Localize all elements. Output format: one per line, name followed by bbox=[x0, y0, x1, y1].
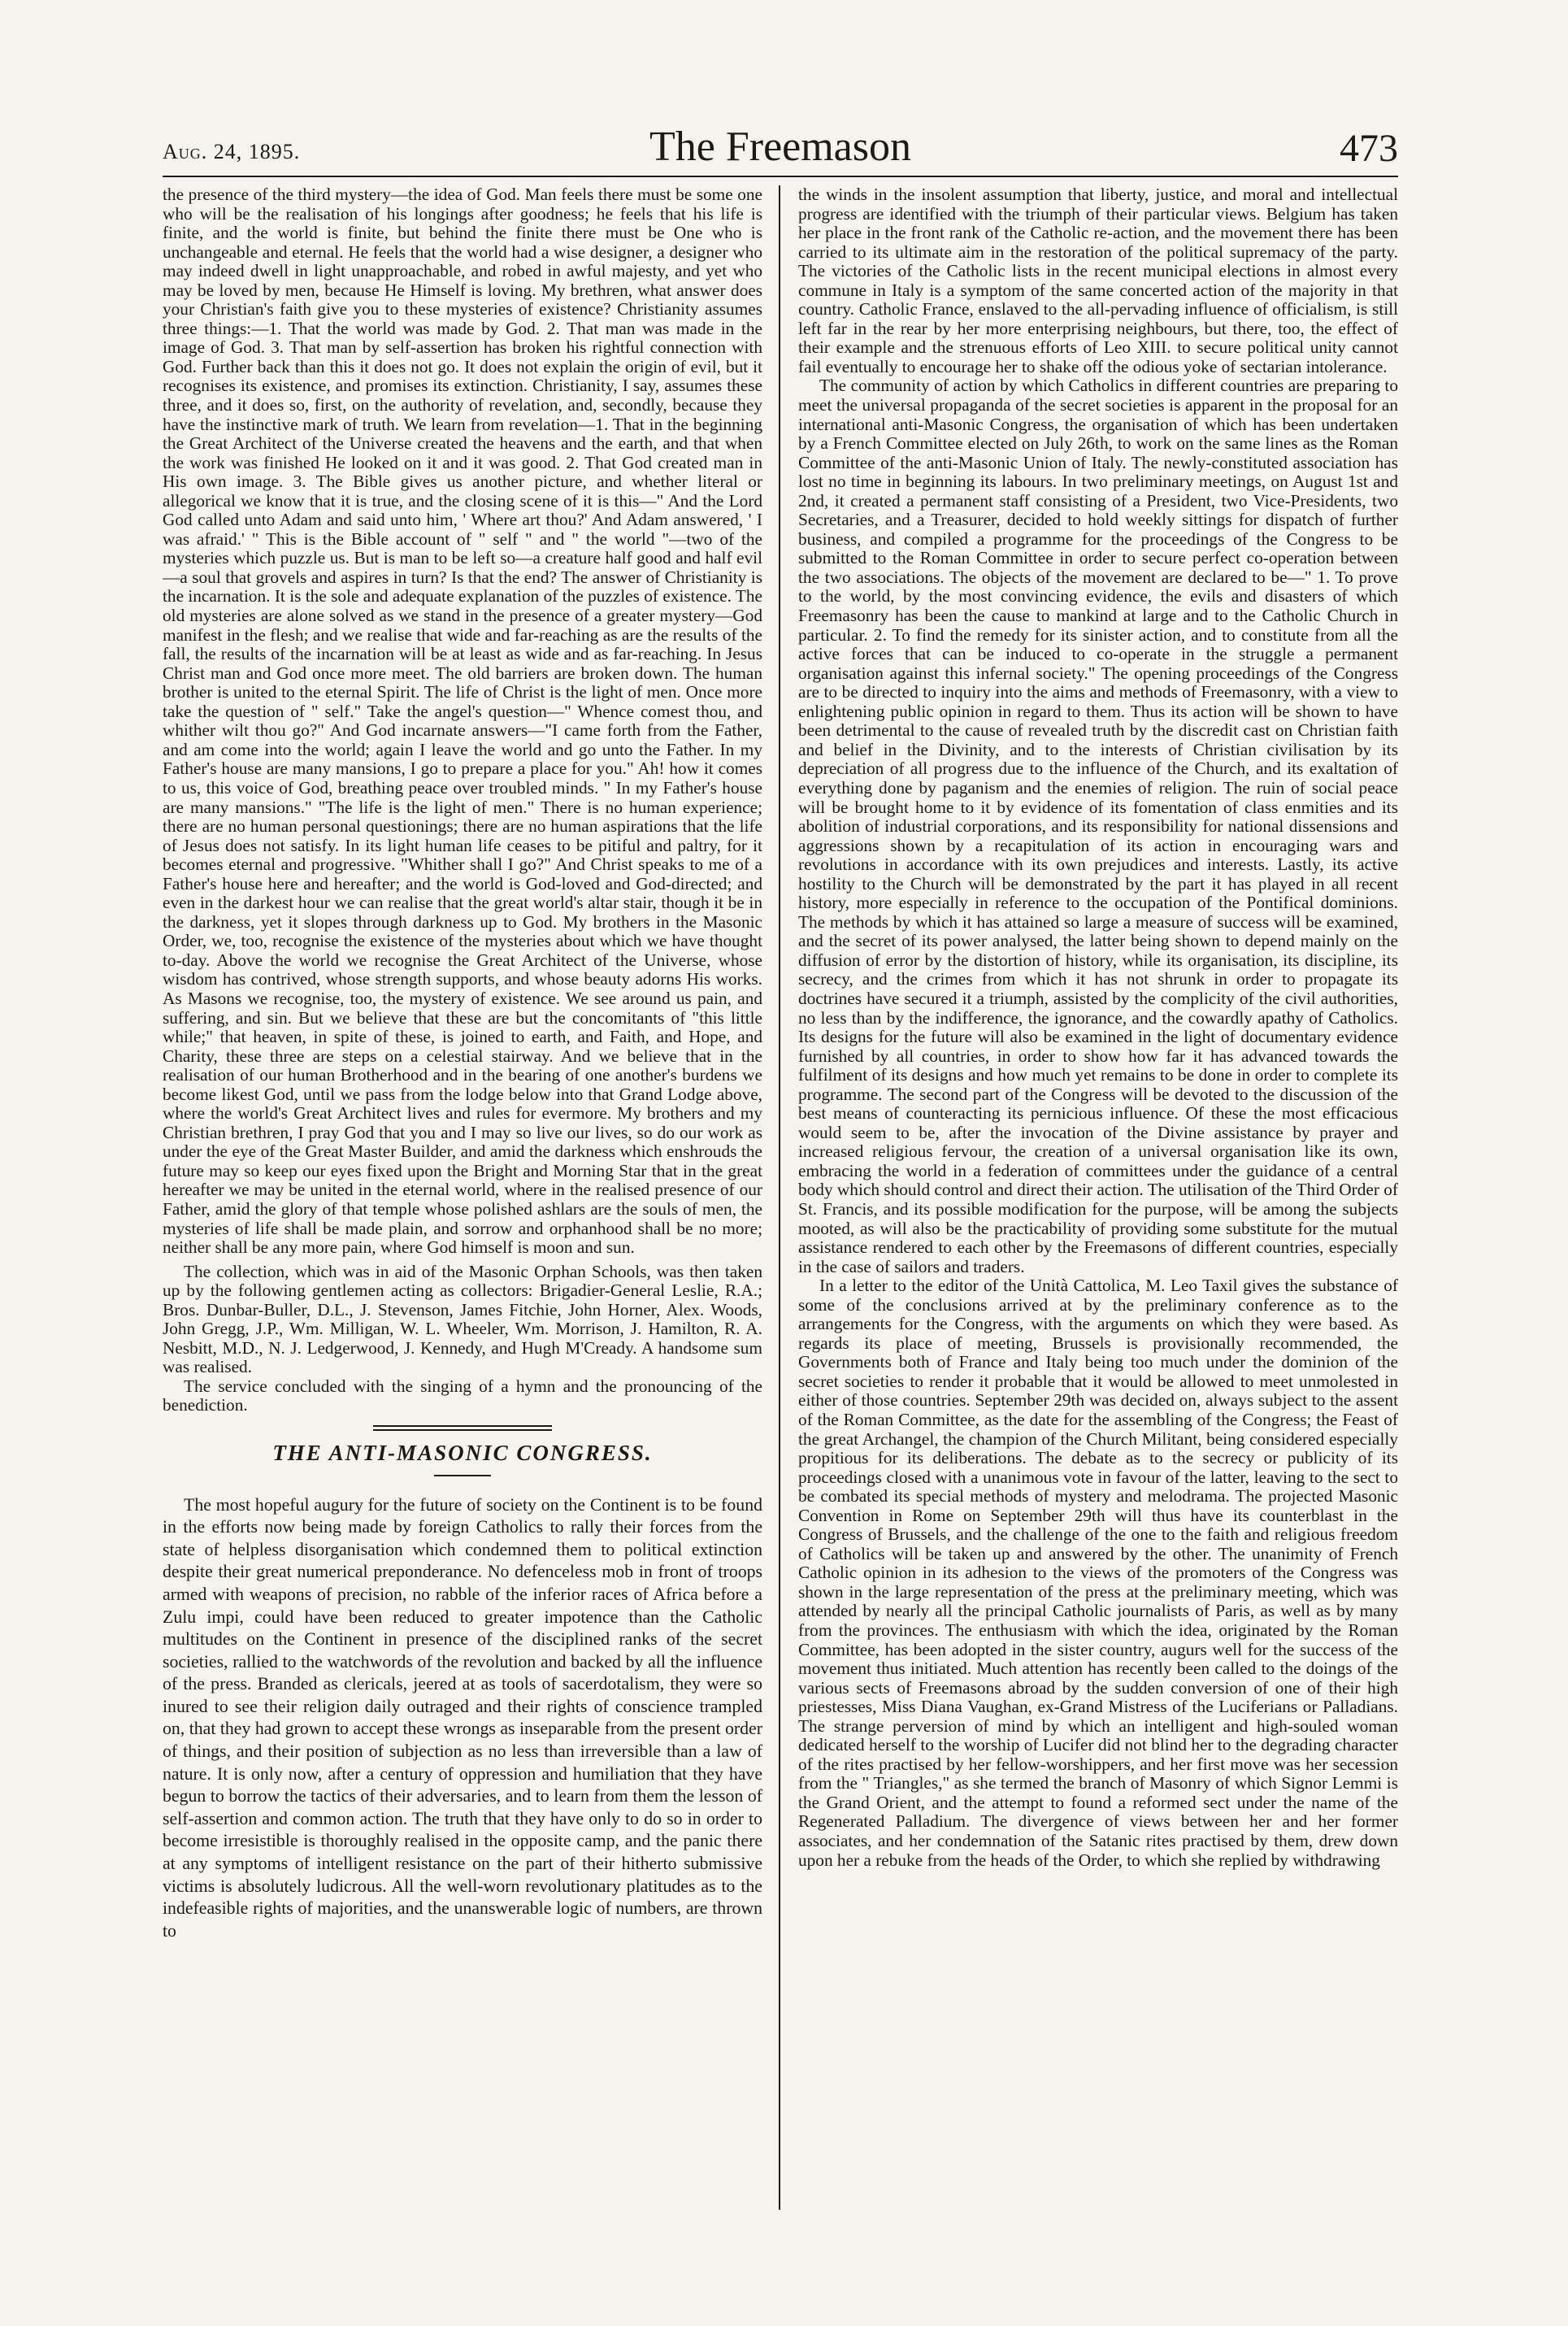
section-divider bbox=[373, 1425, 552, 1431]
heading-rule bbox=[434, 1475, 491, 1476]
article-paragraph: the winds in the insolent assumption that liberty, justice, and moral and intellectual progress are identified with the triumph of their particular views. Belgium has taken her place in the front rank of the Catholic re-action, and the movement there has been carried to its ultimate aim in the restoration of the political supremacy of the party. The victories of the Catholic lists in the recent municipal elections in almost every commune in Italy is a symptom of the same concerted action of the majority in that country. Catholic France, enslaved to the all-pervading influence of officialism, is still left far in the rear by her more enterprising neighbours, but there, too, the effect of their example and the strenuous efforts of Leo XIII. to secure political unity cannot fail eventually to encourage her to shake off the odious yoke of sectarian intolerance. bbox=[798, 185, 1398, 376]
column-divider bbox=[779, 185, 780, 2210]
masthead-rule bbox=[163, 176, 1398, 177]
article-heading: THE ANTI-MASONIC CONGRESS. bbox=[272, 1441, 653, 1465]
article-paragraph: In a letter to the editor of the Unità Cattolica, M. Leo Taxil gives the substance of some of the conclusions arrived at by the preliminary conference as to the arrangements for the Congress, with the arguments on which they were based. As regards its place of meeting, Brussels is provisionally recommended, the Governments both of France and Italy being too much under the dominion of the secret societies to render it probable that it would be allowed to meet unmolested in either of those countries. September 29th was decided on, always subject to the assent of the Roman Committee, as the date for the assembling of the Congress; the Feast of the great Archangel, the champion of the Church Militant, being considered especially propitious for its deliberations. The debate as to the secrecy or publicity of its proceedings closed with a unanimous vote in favour of the latter, leaving to the sect to be combated its special methods of mystery and melodrama. The projected Masonic Convention in Rome on September 29th will thus have its counterblast in the Congress of Brussels, and the challenge of the one to the faith and religious freedom of Catholics will be taken up and answered by the other. The unanimity of French Catholic opinion in its adhesion to the views of the promoters of the Congress was shown in the large representation of the press at the preliminary meeting, which was attended by nearly all the principal Catholic journalists of Paris, as well as by many from the provinces. The enthusiasm with which the idea, originated by the Roman Committee, has been adopted in the sister country, augurs well for the success of the movement thus initiated. Much attention has recently been called to the doings of the various sects of Freemasons abroad by the sudden conversion of one of their high priestesses, Miss Diana Vaughan, ex-Grand Mistress of the Luciferians or Palladians. The strange perversion of mind by which an intelligent and high-souled woman dedicated herself to the worship of Lucifer did not blind her to the degrading character of the rites practised by her fellow-worshippers, and her first move was her secession from the " Triangles," as she termed the branch of Masonry of which Signor Lemmi is the Grand Orient, and the attempt to found a reformed sect under the name of the Regenerated Palladium. The divergence of views between her and her former associates, and her condemnation of the Satanic rites practised by them, drew down upon her a rebuke from the heads of the Order, to which she replied by withdrawing bbox=[798, 1276, 1398, 1870]
right-column bbox=[798, 185, 1398, 2210]
newspaper-title: The Freemason bbox=[649, 124, 911, 170]
article-paragraph: The community of action by which Catholics in different countries are preparing to meet the universal propaganda of the secret societies is apparent in the proposal for an international anti-Masonic Congress, the organisation of which has been undertaken by a French Committee elected on July 26th, to work on the same lines as the Roman Committee of the anti-Masonic Union of Italy. The newly-constituted association has lost no time in beginning its labours. In two preliminary meetings, on August 1st and 2nd, it created a permanent staff consisting of a President, two Vice-Presidents, two Secretaries, and a Treasurer, decided to hold weekly sittings for dispatch of further business, and compiled a programme for the proceedings of the Congress to be submitted to the Roman Committee in order to secure perfect co-operation between the two associations. The objects of the movement are declared to be—" 1. To prove to the world, by the most convincing evidence, the evils and disasters of which Freemasonry has been the cause to mankind at large and to the Catholic Church in particular. 2. To find the remedy for its sinister action, and to constitute from all the active forces that can be induced to co-operate in the struggle a permanent organisation against this infernal society." The opening proceedings of the Congress are to be directed to inquiry into the aims and methods of Freemasonry, with a view to enlightening public opinion in regard to them. Thus its action will be shown to have been detrimental to the cause of revealed truth by the discredit cast on Christian faith and belief in the Divinity, and to the interests of Christian civilisation by its depreciation of all progress due to the influence of the Church, and its exaltation of everything done by paganism and the enemies of religion. The ruin of social peace will be brought home to it by evidence of its fomentation of class enmities and its abolition of industrial corporations, and its responsibility for national dissensions and aggressions shown by a recapitulation of its action in encouraging wars and revolutions in accordance with its own prejudices and interests. Lastly, its active hostility to the Church will be demonstrated by the part it has played in all recent history, more especially in reference to the occupation of the Pontifical dominions. The methods by which it has attained so large a measure of success will be examined, and the secret of its power analysed, the latter being shown to depend mainly on the diffusion of error by the distortion of history, while its organisation, its discipline, its secrecy, and the crimes from which it has not shrunk in order to propagate its doctrines have secured it a triumph, assisted by the complicity of the civil authorities, no less than by the indifference, the ignorance, and the cowardly apathy of Catholics. Its designs for the future will also be examined in the light of documentary evidence furnished by all countries, in order to show how far it has advanced towards the fulfilment of its designs and how much yet remains to be done in order to complete its programme. The second part of the Congress will be devoted to the discussion of the best means of counteracting its pernicious influence. Of these the most efficacious would seem to be, after the invocation of the Divine assistance by prayer and increased religious fervour, the creation of a universal organisation like its own, embracing the world in a federation of committees under the guidance of a central body which should control and direct their action. The utilisation of the Third Order of St. Francis, and its possible modification for the purpose, will be among the subjects mooted, as will also be the practicability of providing some substitute for the mutual assistance rendered to each other by the Freemasons of different countries, especially in the case of sailors and traders. bbox=[798, 376, 1398, 1276]
masthead bbox=[163, 114, 1398, 171]
page-number: 473 bbox=[1340, 127, 1398, 170]
issue-date: Aug. 24, 1895. bbox=[163, 140, 301, 163]
collection-paragraph: The collection, which was in aid of the Masonic Orphan Schools, was then taken up by the following gentlemen acting as collectors: Brigadier-General Leslie, R.A.; Bros. Dunbar-Buller, D.L., J. Stevenson, James Fitchie, John Horner, Alex. Woods, John Gregg, J.P., Wm. Milligan, W. L. Wheeler, Wm. Morrison, J. Hamilton, R. A. Nesbitt, M.D., N. J. Ledgerwood, J. Kennedy, and Hugh M'Cready. A handsome sum was realised. bbox=[163, 1261, 762, 1377]
left-column bbox=[163, 185, 762, 2210]
article-paragraph: The most hopeful augury for the future of society on the Continent is to be found in the efforts now being made by foreign Catholics to rally their forces from the state of helpless disorganisation which condemned them to political extinction despite their great numerical preponderance. No defenceless mob in front of troops armed with weapons of precision, no rabble of the inferior races of Africa before a Zulu impi, could have been reduced to greater impotence than the Catholic multitudes on the Continent in presence of the disciplined ranks of the secret societies, rallied to the watchwords of the revolution and backed by all the influence of the press. Branded as clericals, jeered at as tools of sacerdotalism, they were so inured to see their religion daily outraged and their rights of conscience trampled on, that they had grown to accept these wrongs as inseparable from the present order of things, and their position of subjection as no less than irreversible than a law of nature. It is only now, after a century of oppression and humiliation that they have begun to borrow the tactics of their adversaries, and to learn from them the lesson of self-assertion and common action. The truth that they have only to do so in order to become irresistible is thoroughly realised in the opposite camp, and the panic there at any symptoms of intelligent resistance on the part of their hitherto submissive victims is absolutely ludicrous. All the well-worn revolutionary platitudes as to the indefeasible rights of majorities, and the unanswerable logic of numbers, are thrown to bbox=[163, 1494, 762, 1941]
sermon-paragraph: the presence of the third mystery—the idea of God. Man feels there must be some one who will be the realisation of his longings after goodness; he feels that his life is finite, and the world is finite, but behind the finite there must be One who is unchangeable and eternal. He feels that the world had a wise designer, a designer who may indeed dwell in light unapproachable, and robed in awful majesty, and yet who may be loved by men, because He Himself is loving. My brethren, what answer does your Christian's faith give you to these mysteries of existence? Christianity assumes three things:—1. That the world was made by God. 2. That man was made in the image of God. 3. That man by self-assertion has broken his rightful connection with God. Further back than this it does not go. It does not explain the origin of evil, but it recognises its existence, and promises its extinction. Christianity, I say, assumes these three, and it does so, first, on the authority of revelation, and, secondly, because they have the instinctive mark of truth. We learn from revelation—1. That in the beginning the Great Architect of the Universe created the heavens and the earth, and that when the work was finished He looked on it and it was good. 2. That God created man in His own image. 3. The Bible gives us another picture, and whether literal or allegorical we know that it is true, and the closing scene of it is this—" And the Lord God called unto Adam and said unto him, ' Where art thou?' And Adam answered, ' I was afraid.' " This is the Bible account of " self " and " the world "—two of the mysteries which puzzle us. But is man to be left so—a creature half good and half evil—a soul that grovels and aspires in turn? Is that the end? The answer of Christianity is the incarnation. It is the sole and adequate explanation of the puzzles of existence. The old mysteries are alone solved as we stand in the presence of a greater mystery—God manifest in the flesh; and we realise that wide and far-reaching as are the results of the fall, the results of the incarnation will be at least as wide and as far-reaching. In Jesus Christ man and God once more meet. The old barriers are broken down. The human brother is united to the eternal Spirit. The life of Christ is the light of men. Once more take the question of " self." Take the angel's question—" Whence comest thou, and whither wilt thou go?" And God incarnate answers—"I came forth from the Father, and am come into the world; again I leave the world and go unto the Father. In my Father's house are many mansions, I go to prepare a place for you." Ah! how it comes to us, this voice of God, breathing peace over troubled minds. " In my Father's house are many mansions." "The life is the light of men." There is no human experience; there are no human personal questionings; there are no human aspirations that the life of Jesus does not satisfy. In its light human life ceases to be pitiful and paltry, for it becomes eternal and progressive. "Whither shall I go?" And Christ speaks to me of a Father's house here and hereafter; and the world is God-loved and God-directed; and even in the darkest hour we can realise that the great world's altar stair, though it be in the darkness, yet it slopes through darkness up to God. My brothers in the Masonic Order, we, too, recognise the existence of the mysteries about which we have thought to-day. Above the world we recognise the Great Architect of the Universe, whose wisdom has contrived, whose strength supports, and whose beauty adorns His works. As Masons we recognise, too, the mystery of existence. We see around us pain, and suffering, and sin. But we believe that these are but the concomitants of "this little while;" that heaven, in spite of these, is joined to earth, and Faith, and Hope, and Charity, these three are steps on a celestial stairway. And we believe that in the realisation of our human Brotherhood and in the bearing of one another's burdens we become likest God, until we pass from the lodge below into that Grand Lodge above, where the world's Great Architect lives and rules for evermore. My brothers and my Christian brethren, I pray God that you and I may so live our lives, so do our work as under the eye of the Great Master Builder, and amid the darkness which enshrouds the future may so keep our eyes fixed upon the Bright and Morning Star that in the great hereafter we may be united in the eternal world, where in the realised presence of our Father, amid the glory of that temple whose polished ashlars are the souls of men, the mysteries of life shall be made plain, and sorrow and orphanhood shall be no more; neither shall be any more pain, where God himself is moon and sun. bbox=[163, 185, 762, 1258]
benediction-paragraph: The service concluded with the singing of a hymn and the pronouncing of the benediction. bbox=[163, 1376, 762, 1415]
article-body bbox=[163, 1494, 762, 1943]
